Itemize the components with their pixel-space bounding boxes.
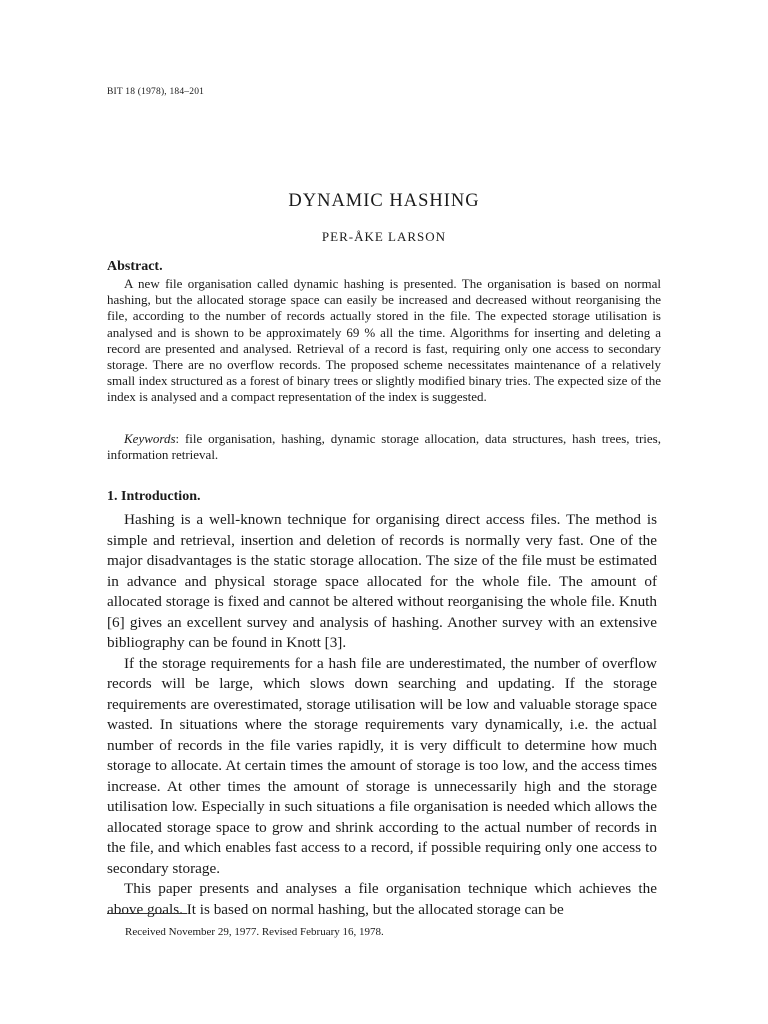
abstract-text: A new file organisation called dynamic hashing is presented. The organisation is based on normal hashing, but the allocated storage space can easily be increased and decreased without reorganising the file, according to the number of records actually stored in the file. The expected storage utilisation is analysed and is shown to be approximately 69 % all the time. Algorithms for inserting and deleting a record are presented and analysed. Retrieval of a record is fast, requiring only one access to secondary storage. There are no overflow records. The proposed scheme necessitates maintenance of a relatively small index structured as a forest of binary trees or slightly modified binary tries. The expected size of the index is analysed and a compact representation of the index is suggested.	[107, 276, 661, 405]
introduction-body	[107, 510, 657, 920]
keywords	[107, 431, 661, 463]
footnote-divider	[107, 913, 187, 914]
section-heading-introduction: 1. Introduction.	[107, 489, 201, 504]
keywords-label: Keywords	[124, 431, 176, 446]
footnote: Received November 29, 1977. Revised February 16, 1978.	[125, 926, 384, 938]
paragraph: Hashing is a well-known technique for organising direct access files. The method is simple and retrieval, insertion and deletion of records is normally very fast. One of the major disadvantages is the static storage allocation. The size of the file must be estimated in advance and physical storage space allocated for the whole file. The amount of allocated storage is fixed and cannot be altered without reorganising the whole file. Knuth [6] gives an excellent survey and analysis of hashing. Another survey with an extensive bibliography can be found in Knott [3].	[107, 511, 657, 651]
keywords-text: : file organisation, hashing, dynamic storage allocation, data structures, hash trees, tries, information retrieval.	[107, 431, 661, 463]
abstract-heading: Abstract.	[107, 259, 163, 274]
paper-title: DYNAMIC HASHING	[288, 191, 480, 211]
paragraph: This paper presents and analyses a file organisation technique which achieves the above goals. It is based on normal hashing, but the allocated storage can be	[107, 880, 657, 918]
author-name: PER-ÅKE LARSON	[321, 229, 447, 244]
paragraph: If the storage requirements for a hash file are underestimated, the number of overflow records will be large, which slows down searching and updating. If the storage requirements are overestimated, storage utilisation will be low and valuable storage space wasted. In situations where the storage requirements vary dynamically, i.e. the actual number of records in the file varies rapidly, it is very difficult to determine how much storage to allocate. At certain times the amount of storage is too low, and the access times increase. At other times the amount of storage is unnecessarily high and the storage utilisation low. Especially in such situations a file organisation is needed which allows the allocated storage space to grow and shrink according to the actual number of records in the file, and which enables fast access to a record, if possible requiring only one access to secondary storage.	[107, 654, 657, 877]
journal-reference: BIT 18 (1978), 184–201	[107, 87, 205, 97]
